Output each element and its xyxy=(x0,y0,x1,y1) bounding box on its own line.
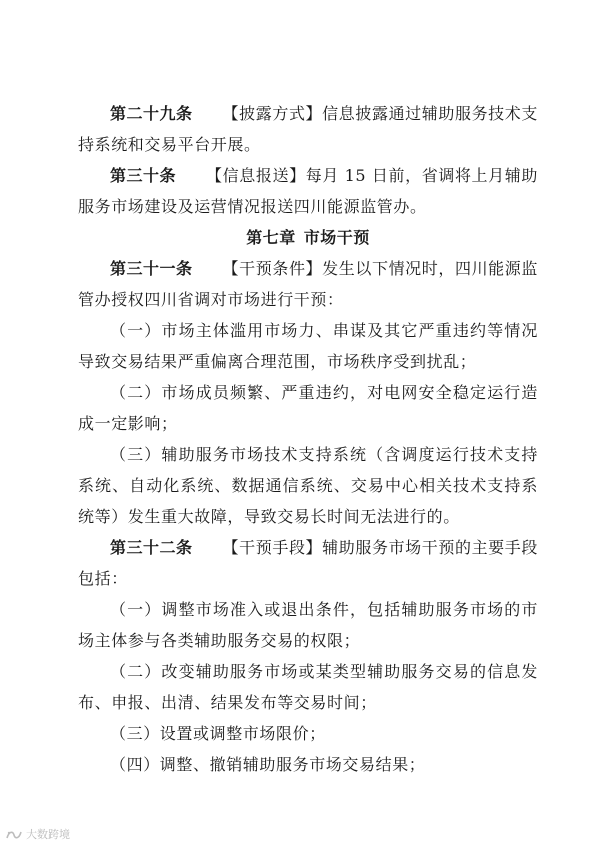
dashuju-logo-icon xyxy=(6,829,22,840)
chapter-heading xyxy=(78,222,538,253)
article-31-item-2: （二）市场成员频繁、严重违约，对电网安全稳定运行造成一定影响； xyxy=(78,383,538,433)
watermark xyxy=(6,826,70,842)
article-32-text: 【干预手段】辅助服务市场干预的主要手段包括： xyxy=(78,538,538,588)
article-32-number: 第三十二条 xyxy=(110,538,193,557)
article-31-number: 第三十一条 xyxy=(110,259,193,278)
article-30-number: 第三十条 xyxy=(110,166,177,185)
article-32-item-2: （二）改变辅助服务市场或某类型辅助服务交易的信息发布、申报、出清、结果发布等交易时间； xyxy=(78,662,538,712)
article-29 xyxy=(78,98,538,160)
chapter-number: 第七章 xyxy=(246,228,296,247)
article-29-text: 【披露方式】信息披露通过辅助服务技术支持系统和交易平台开展。 xyxy=(78,104,538,154)
article-31-item-3: （三）辅助服务市场技术支持系统（含调度运行技术支持系统、自动化系统、数据通信系统、交易中心相关技术支持系统等）发生重大故障，导致交易长时间无法进行的。 xyxy=(78,445,538,526)
watermark-text: 大数跨境 xyxy=(26,828,70,841)
article-29-number: 第二十九条 xyxy=(110,104,193,123)
article-32-item-3: （三）设置或调整市场限价； xyxy=(110,724,326,743)
article-32-item-4: （四）调整、撤销辅助服务市场交易结果； xyxy=(110,755,426,774)
article-32-item-1: （一）调整市场准入或退出条件，包括辅助服务市场的市场主体参与各类辅助服务交易的权限； xyxy=(78,600,538,650)
article-31 xyxy=(78,253,538,315)
article-30-text: 【信息报送】每月 15 日前，省调将上月辅助服务市场建设及运营情况报送四川能源监管办。 xyxy=(78,166,538,216)
article-32 xyxy=(78,532,538,594)
chapter-title: 市场干预 xyxy=(303,228,370,247)
article-31-item-1: （一）市场主体滥用市场力、串谋及其它严重违约等情况导致交易结果严重偏离合理范围，市场秩序受到扰乱； xyxy=(78,321,538,371)
document-body xyxy=(78,98,538,780)
article-31-text: 【干预条件】发生以下情况时，四川能源监管办授权四川省调对市场进行干预： xyxy=(78,259,538,309)
article-30 xyxy=(78,160,538,222)
